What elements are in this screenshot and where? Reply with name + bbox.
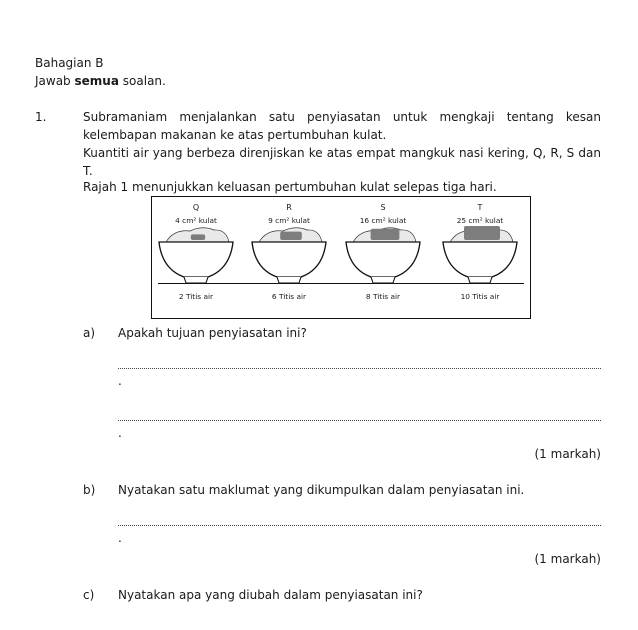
instruction-suffix: soalan. [122, 74, 166, 88]
mould-patch-q [191, 234, 205, 240]
part-c-question: Nyatakan apa yang diubah dalam penyiasatan ini? [118, 588, 423, 602]
bowl-s-label: S [380, 203, 386, 212]
part-b-marks: (1 markah) [534, 552, 601, 566]
question-line-1: Subramaniam menjalankan satu penyiasatan untuk mengkaji tentang kesan [83, 110, 601, 124]
section-title: Bahagian B [35, 56, 104, 70]
part-a-marks: (1 markah) [534, 447, 601, 461]
answer-line-a2[interactable] [118, 420, 601, 421]
part-b-question: Nyatakan satu maklumat yang dikumpulkan dalam penyiasatan ini. [118, 483, 525, 497]
bowl-q-area: 4 cm² kulat [175, 216, 217, 225]
bowl-q-water: 2 Titis air [178, 292, 214, 301]
mould-patch-s [371, 229, 400, 240]
bowl-q-label: Q [192, 203, 200, 212]
question-line-2: kelembapan makanan ke atas pertumbuhan kulat. [83, 128, 387, 142]
bowl-t-label: T [477, 203, 483, 212]
part-a-question: Apakah tujuan penyiasatan ini? [118, 326, 307, 340]
part-a-label: a) [83, 326, 96, 340]
answer-line-b1-end: . [118, 531, 122, 545]
mould-patch-t [464, 226, 500, 240]
bowl-r-area: 9 cm² kulat [268, 216, 310, 225]
answer-line-b1[interactable] [118, 525, 601, 526]
question-number: 1. [35, 110, 47, 124]
mould-patch-r [280, 232, 302, 240]
question-line-5: Rajah 1 menunjukkan keluasan pertumbuhan kulat selepas tiga hari. [83, 180, 497, 194]
bowl-s-water: 8 Titis air [365, 292, 401, 301]
answer-line-a1[interactable] [118, 368, 601, 369]
instruction-prefix: Jawab [35, 74, 71, 88]
figure-divider [158, 283, 524, 284]
bowl-t-area: 25 cm² kulat [456, 216, 504, 225]
bowl-r-label: R [286, 203, 292, 212]
bowl-r-water: 6 Titis air [271, 292, 307, 301]
section-instruction [35, 74, 166, 88]
part-c-label: c) [83, 588, 95, 602]
bowl-s-area: 16 cm² kulat [359, 216, 407, 225]
bowl-t-water: 10 Titis air [460, 292, 500, 301]
question-line-4: T. [83, 164, 93, 178]
instruction-bold: semua [74, 74, 119, 88]
question-line-3: Kuantiti air yang berbeza direnjiskan ke atas empat mangkuk nasi kering, Q, R, S dan [83, 146, 601, 160]
figure-rajah-1 [151, 196, 531, 319]
answer-line-a1-end: . [118, 374, 122, 388]
part-b-label: b) [83, 483, 96, 497]
answer-line-a2-end: . [118, 426, 122, 440]
